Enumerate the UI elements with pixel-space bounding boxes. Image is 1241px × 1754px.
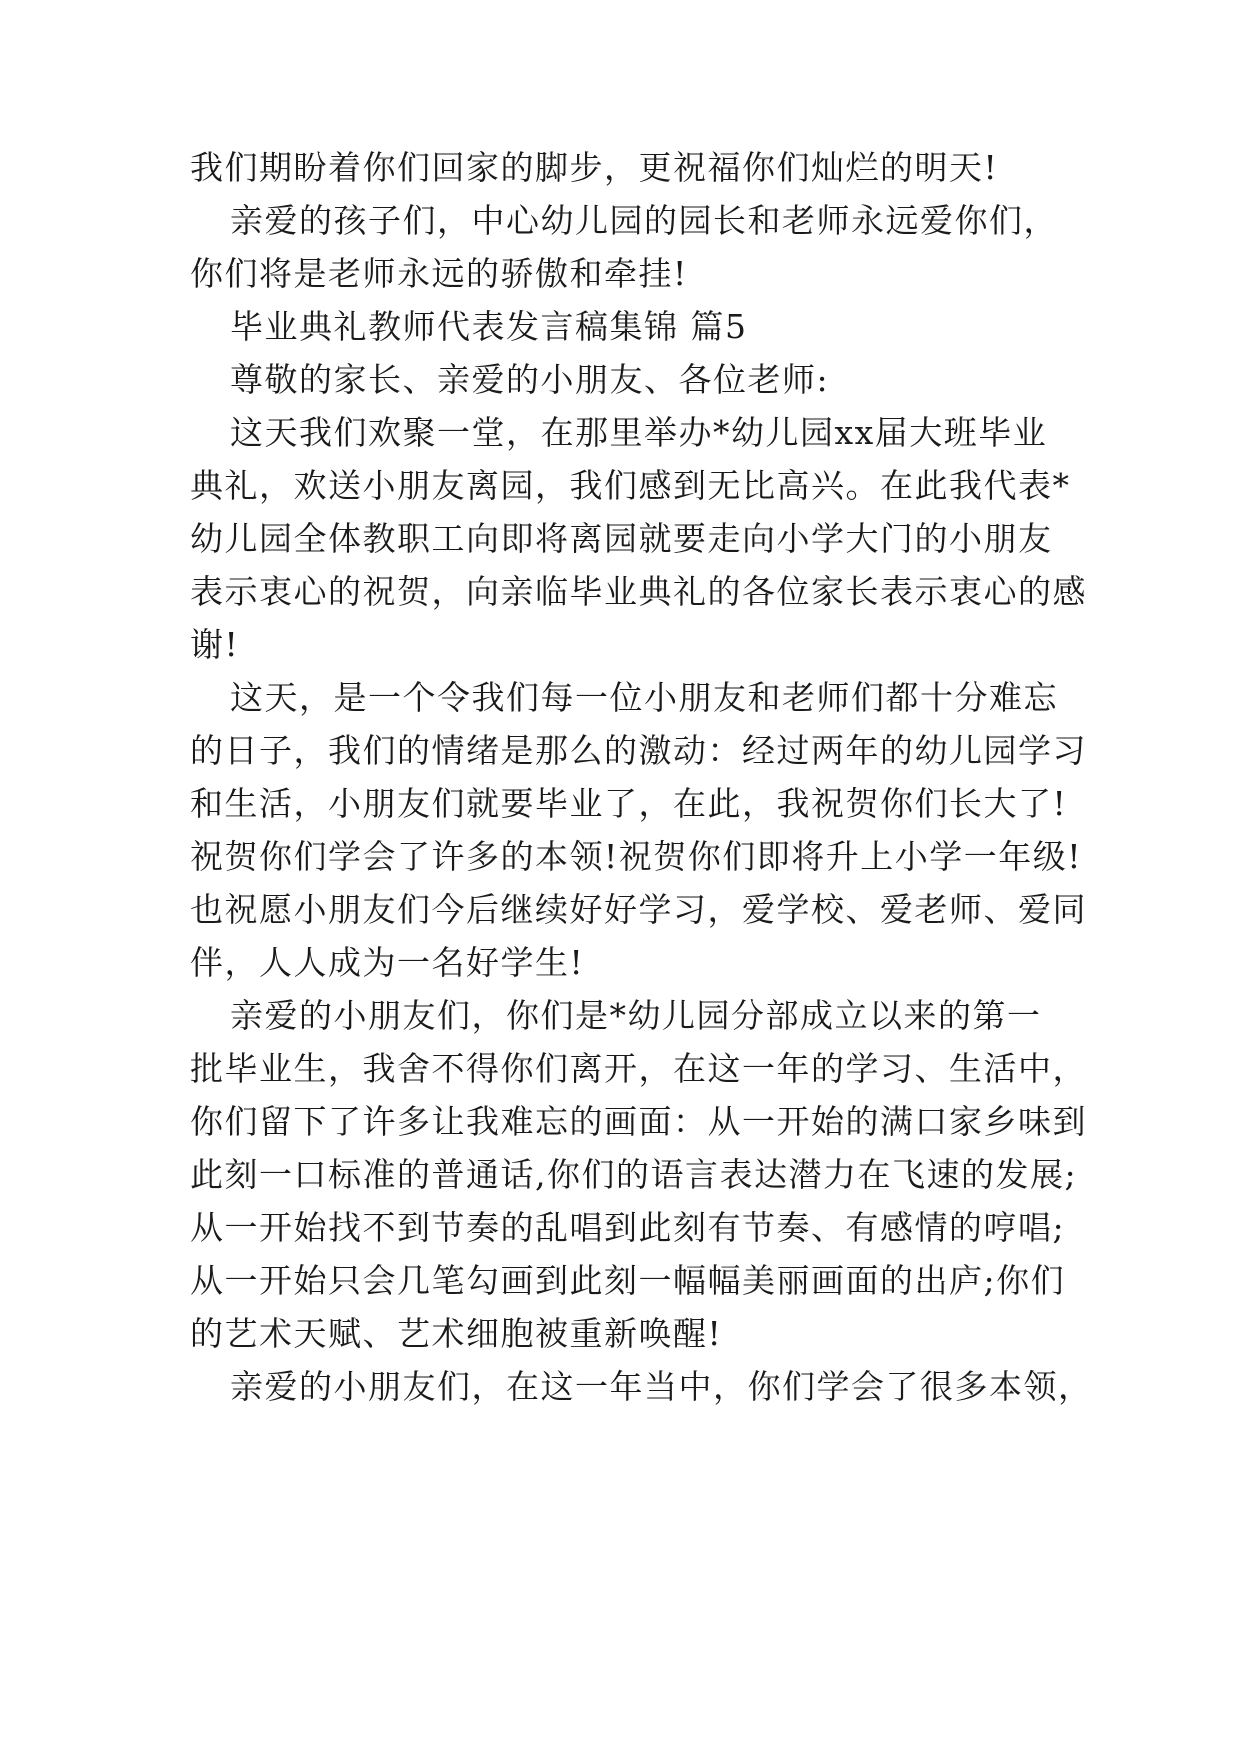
text-line: 的日子，我们的情绪是那么的激动：经过两年的幼儿园学习 xyxy=(190,731,1087,770)
text-line: 此刻一口标准的普通话,你们的语言表达潜力在飞速的发展; xyxy=(190,1155,1078,1194)
text-line: 表示衷心的祝贺，向亲临毕业典礼的各位家长表示衷心的感 xyxy=(190,572,1087,611)
salutation: 尊敬的家长、亲爱的小朋友、各位老师: xyxy=(230,360,830,399)
text-line: 的艺术天赋、艺术细胞被重新唤醒! xyxy=(190,1314,723,1353)
text-line: 和生活，小朋友们就要毕业了，在此，我祝贺你们长大了! xyxy=(190,784,1068,823)
text-line: 幼儿园全体教职工向即将离园就要走向小学大门的小朋友 xyxy=(190,519,1053,558)
text-line: 你们将是老师永远的骄傲和牵挂! xyxy=(190,254,688,293)
text-line: 伴，人人成为一名好学生! xyxy=(190,943,585,982)
text-line: 这天，是一个令我们每一位小朋友和老师们都十分难忘 xyxy=(230,678,1058,717)
text-line: 谢! xyxy=(190,625,240,664)
text-line: 从一开始只会几笔勾画到此刻一幅幅美丽画面的出庐;你们 xyxy=(190,1261,1066,1300)
text-line: 亲爱的小朋友们，你们是*幼儿园分部成立以来的第一 xyxy=(230,996,1042,1035)
text-line: 亲爱的孩子们，中心幼儿园的园长和老师永远爱你们， xyxy=(230,201,1058,240)
text-line: 我们期盼着你们回家的脚步，更祝福你们灿烂的明天! xyxy=(190,148,999,187)
text-line: 亲爱的小朋友们，在这一年当中，你们学会了很多本领， xyxy=(230,1367,1093,1406)
text-line: 这天我们欢聚一堂，在那里举办*幼儿园xx届大班毕业 xyxy=(230,413,1048,452)
text-line: 祝贺你们学会了许多的本领!祝贺你们即将升上小学一年级! xyxy=(190,837,1083,876)
text-line: 从一开始找不到节奏的乱唱到此刻有节奏、有感情的哼唱; xyxy=(190,1208,1066,1247)
text-line: 你们留下了许多让我难忘的画面：从一开始的满口家乡味到 xyxy=(190,1102,1087,1141)
section-heading: 毕业典礼教师代表发言稿集锦 篇5 xyxy=(230,307,748,346)
text-line: 也祝愿小朋友们今后继续好好学习，爱学校、爱老师、爱同 xyxy=(190,890,1087,929)
text-line: 典礼，欢送小朋友离园，我们感到无比高兴。在此我代表* xyxy=(190,466,1071,505)
text-line: 批毕业生，我舍不得你们离开，在这一年的学习、生活中， xyxy=(190,1049,1087,1088)
